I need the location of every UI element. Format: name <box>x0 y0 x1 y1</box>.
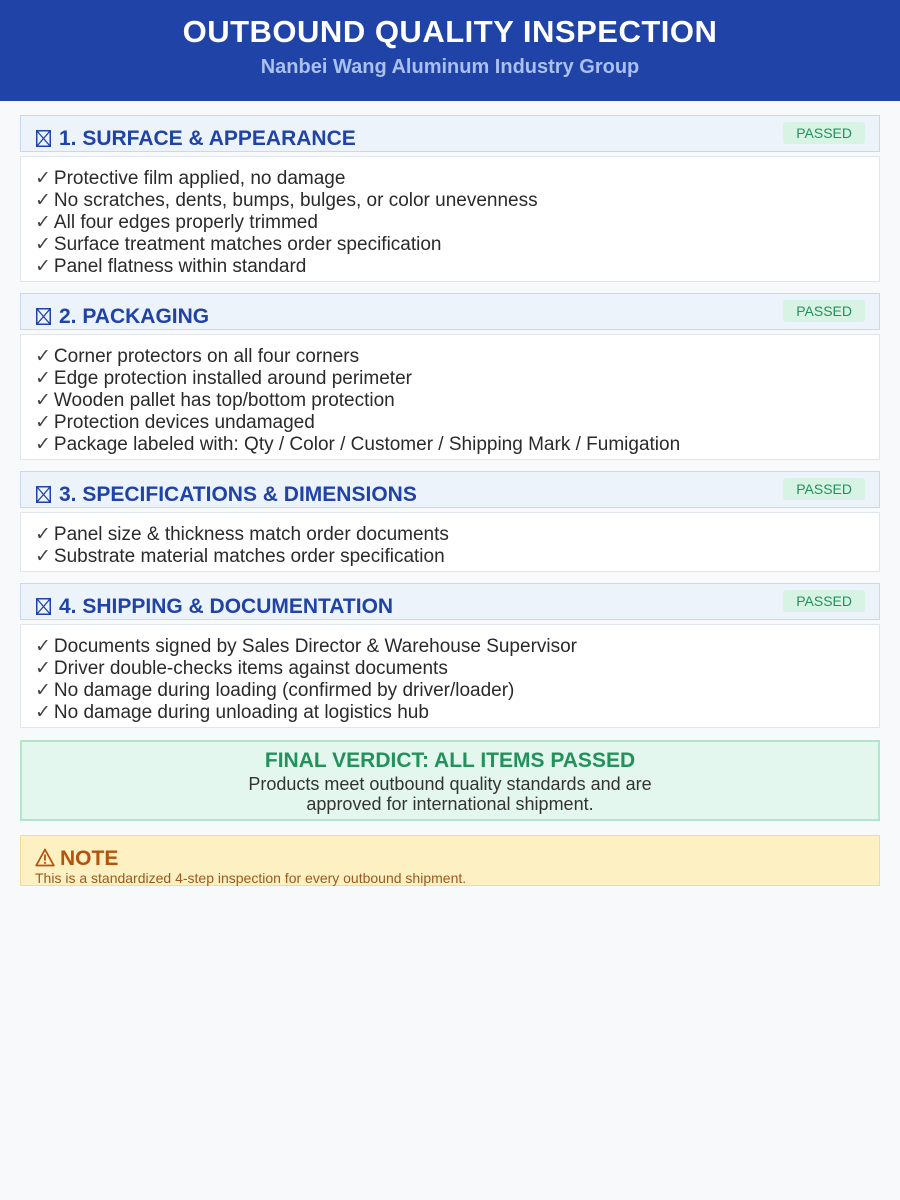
checklist-item <box>35 234 865 256</box>
company-name: Nanbei Wang Aluminum Industry Group <box>260 56 640 78</box>
checkmark-icon: ✓ <box>35 412 51 433</box>
checklist-item <box>35 434 865 456</box>
checkbox-icon <box>36 308 51 325</box>
section-header <box>20 293 880 330</box>
checklist-item <box>35 680 865 702</box>
inspection-section-1 <box>20 115 880 282</box>
section-checklist <box>20 624 880 728</box>
verdict-text-line-2: approved for international shipment. <box>306 794 594 814</box>
checklist-item-text: Surface treatment matches order specification <box>53 234 442 255</box>
section-header <box>20 471 880 508</box>
checklist-item-text: Panel size & thickness match order documents <box>53 524 449 545</box>
section-header <box>20 583 880 620</box>
checklist-item <box>35 346 865 368</box>
checkmark-icon: ✓ <box>35 190 51 211</box>
page-title: OUTBOUND QUALITY INSPECTION <box>182 14 718 49</box>
status-badge: PASSED <box>783 300 865 322</box>
checkmark-icon: ✓ <box>35 390 51 411</box>
section-title-text: 3. SPECIFICATIONS & DIMENSIONS <box>59 483 417 506</box>
inspection-sections <box>20 115 880 728</box>
checklist-item-text: Protective film applied, no damage <box>53 168 346 189</box>
checklist-item-text: Package labeled with: Qty / Color / Customer / Shipping Mark / Fumigation <box>53 434 681 455</box>
verdict-title: FINAL VERDICT: ALL ITEMS PASSED <box>264 749 636 772</box>
checklist-item-text: Documents signed by Sales Director & Warehouse Supervisor <box>53 636 578 657</box>
note-heading <box>35 847 865 871</box>
checkbox-icon <box>36 598 51 615</box>
checklist-item <box>35 636 865 658</box>
checkmark-icon: ✓ <box>35 680 51 701</box>
checklist-item <box>35 658 865 680</box>
checklist-item <box>35 412 865 434</box>
checkmark-icon: ✓ <box>35 434 51 455</box>
checkmark-icon: ✓ <box>35 256 51 277</box>
section-title-text: 4. SHIPPING & DOCUMENTATION <box>59 595 394 618</box>
note-text: This is a standardized 4-step inspection for every outbound shipment. <box>35 870 467 886</box>
section-checklist <box>20 512 880 572</box>
section-title <box>36 127 356 151</box>
checkmark-icon: ✓ <box>35 346 51 367</box>
section-checklist <box>20 156 880 282</box>
section-header <box>20 115 880 152</box>
checklist-item <box>35 212 865 234</box>
section-title <box>36 305 209 329</box>
section-checklist <box>20 334 880 460</box>
checklist-item-text: Protection devices undamaged <box>53 412 315 433</box>
status-badge: PASSED <box>783 478 865 500</box>
checkmark-icon: ✓ <box>35 702 51 723</box>
inspection-section-3 <box>20 471 880 572</box>
checklist-item <box>35 524 865 546</box>
final-verdict-box <box>20 740 880 821</box>
checklist-item <box>35 702 865 724</box>
checklist-item <box>35 546 865 568</box>
checklist-item-text: Driver double-checks items against documents <box>53 658 448 679</box>
checkmark-icon: ✓ <box>35 368 51 389</box>
checkmark-icon: ✓ <box>35 168 51 189</box>
checklist-item <box>35 168 865 190</box>
status-badge: PASSED <box>783 122 865 144</box>
checkmark-icon: ✓ <box>35 636 51 657</box>
checklist-item-text: Edge protection installed around perimeter <box>53 368 412 389</box>
note-title: NOTE <box>60 847 119 870</box>
warning-icon <box>35 848 55 867</box>
checklist-item <box>35 256 865 278</box>
checklist-item <box>35 368 865 390</box>
section-title-text: 1. SURFACE & APPEARANCE <box>59 127 356 150</box>
checklist-item-text: No damage during loading (confirmed by driver/loader) <box>53 680 515 701</box>
note-box <box>20 835 880 886</box>
checklist-item-text: No scratches, dents, bumps, bulges, or color unevenness <box>53 190 538 211</box>
checkbox-icon <box>36 130 51 147</box>
inspection-section-4 <box>20 583 880 728</box>
checklist-item <box>35 190 865 212</box>
section-title <box>36 595 393 619</box>
checklist-item-text: Wooden pallet has top/bottom protection <box>53 390 395 411</box>
checkmark-icon: ✓ <box>35 524 51 545</box>
checklist-item-text: All four edges properly trimmed <box>53 212 318 233</box>
checkbox-icon <box>36 486 51 503</box>
checkmark-icon: ✓ <box>35 212 51 233</box>
inspection-content <box>0 101 900 886</box>
status-badge: PASSED <box>783 590 865 612</box>
page-header <box>0 0 900 101</box>
inspection-section-2 <box>20 293 880 460</box>
checklist-item-text: Panel flatness within standard <box>53 256 307 277</box>
checklist-item <box>35 390 865 412</box>
checkmark-icon: ✓ <box>35 658 51 679</box>
checkmark-icon: ✓ <box>35 234 51 255</box>
checklist-item-text: Corner protectors on all four corners <box>53 346 360 367</box>
verdict-text-line-1: Products meet outbound quality standards and are <box>248 774 652 794</box>
section-title <box>36 483 417 507</box>
section-title-text: 2. PACKAGING <box>59 305 210 328</box>
checkmark-icon: ✓ <box>35 546 51 567</box>
checklist-item-text: No damage during unloading at logistics hub <box>53 702 429 723</box>
checklist-item-text: Substrate material matches order specification <box>53 546 445 567</box>
